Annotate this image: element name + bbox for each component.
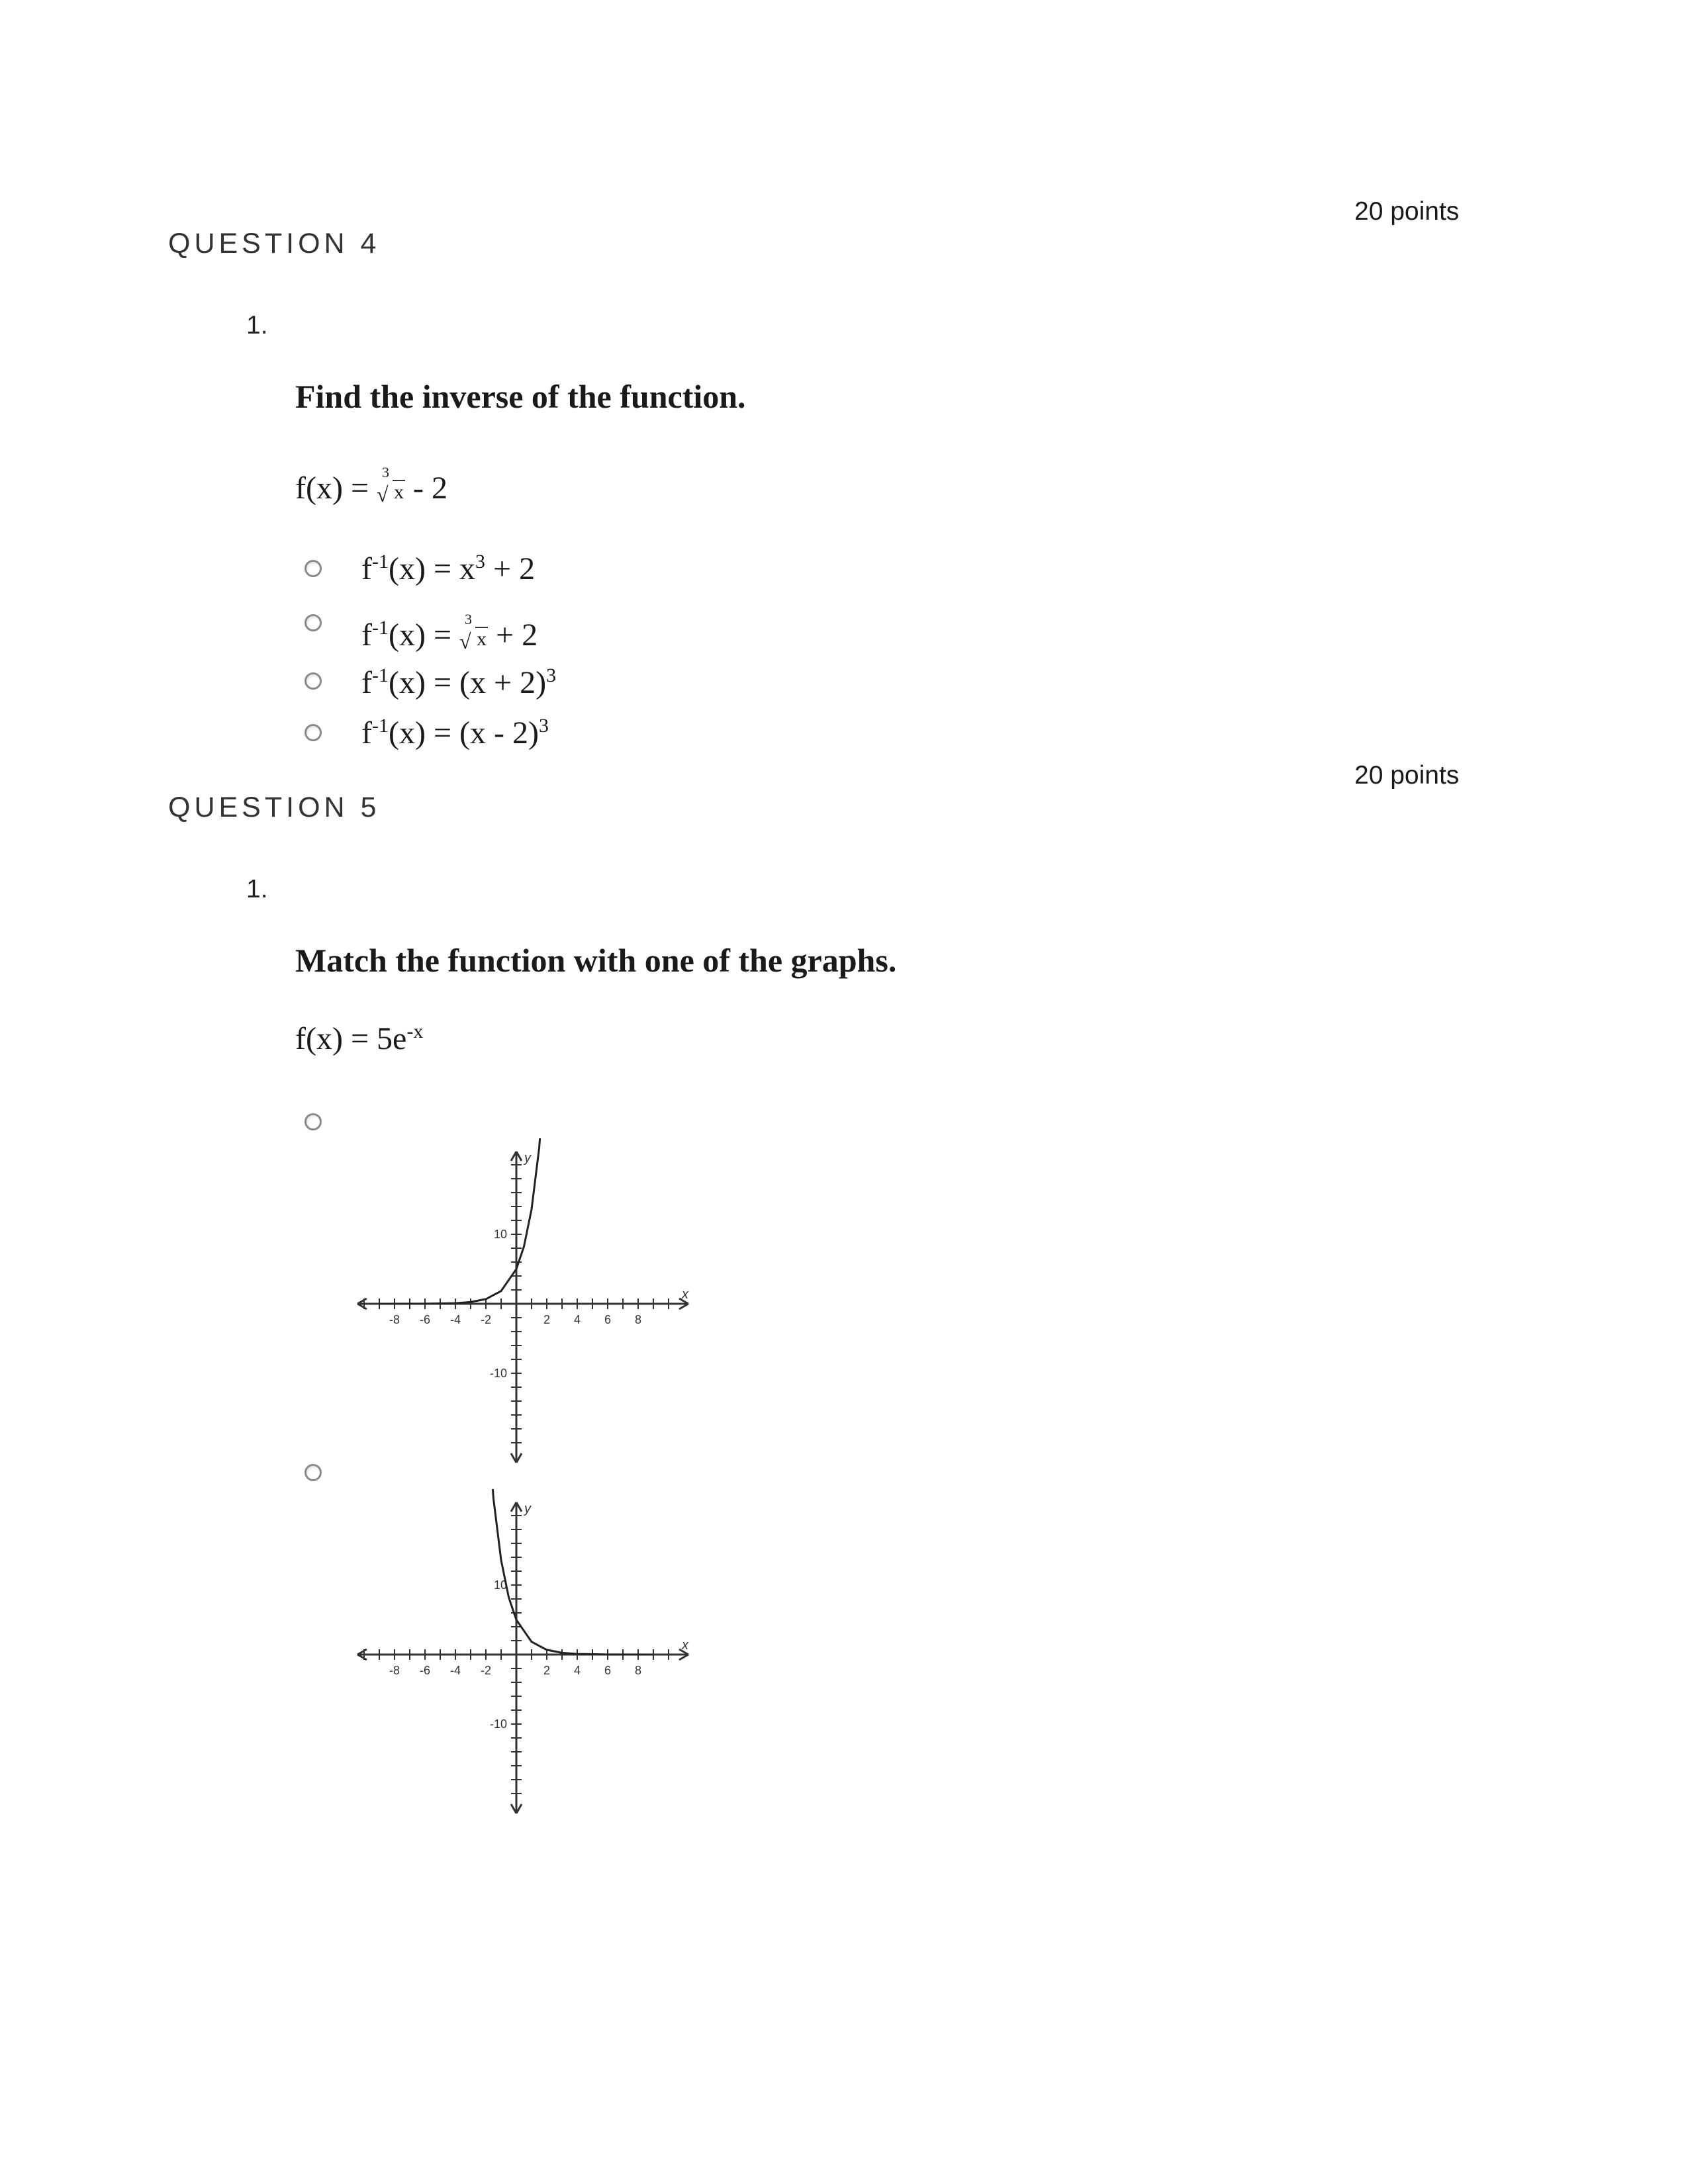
root-index: 3 (465, 611, 473, 627)
option-mid: (x) = (x + 2) (388, 665, 547, 700)
option-suffix: + 2 (485, 551, 536, 586)
x-tick-label: 6 (604, 1313, 612, 1326)
x-tick-label: 8 (634, 1313, 642, 1326)
option-d-label (361, 715, 549, 751)
option-mid: (x) = (x - 2) (388, 715, 539, 751)
function-lhs: f(x) = (295, 471, 377, 506)
x-tick-label: -2 (480, 1313, 492, 1326)
option-sup: -1 (371, 715, 389, 737)
question-5-heading: QUESTION 5 (168, 792, 381, 823)
graph-option-a (351, 1138, 695, 1469)
y-tick-label: 10 (493, 1578, 507, 1592)
function-rhs: - 2 (405, 471, 448, 506)
y-axis-label: y (524, 1151, 531, 1165)
option-prefix: f (361, 715, 372, 751)
x-tick-label: 4 (573, 1664, 581, 1677)
option-sup2: 3 (546, 664, 557, 686)
x-tick-label: -4 (449, 1313, 461, 1326)
root-radicand: x (477, 628, 487, 650)
question-4-heading: QUESTION 4 (168, 228, 381, 259)
question-5-function (295, 1021, 423, 1057)
graph-option-b-radio[interactable] (305, 1464, 322, 1481)
graph-option-a-radio[interactable] (305, 1113, 322, 1130)
y-tick-label: -10 (489, 1367, 507, 1380)
option-a-label (361, 551, 535, 587)
question-5-prompt: Match the function with one of the graphs. (295, 942, 897, 979)
option-sup2: 3 (475, 551, 486, 572)
question-5-item-number: 1. (246, 875, 268, 903)
cube-root (377, 464, 405, 506)
x-tick-label: -2 (480, 1664, 492, 1677)
cube-root (459, 611, 488, 653)
option-prefix: f (361, 551, 372, 586)
option-c-label (361, 664, 556, 701)
option-b-label (361, 611, 538, 653)
y-tick-label: 10 (493, 1228, 507, 1241)
y-tick-label: -10 (489, 1717, 507, 1731)
x-tick-label: 2 (543, 1664, 551, 1677)
x-tick-label: -8 (389, 1664, 400, 1677)
x-tick-label: -4 (449, 1664, 461, 1677)
x-axis-label: x (682, 1638, 688, 1653)
option-sup2: 3 (538, 715, 549, 737)
function-curve (477, 1489, 653, 1655)
x-tick-label: -8 (389, 1313, 400, 1326)
option-a-radio[interactable] (305, 560, 322, 577)
question-4-function (295, 464, 448, 506)
option-sup: -1 (371, 664, 389, 686)
radical-sign-icon: √ (377, 482, 389, 506)
option-suffix: + 2 (488, 617, 538, 653)
question-4-points: 20 points (1354, 197, 1460, 226)
y-axis-label: y (524, 1502, 531, 1516)
x-tick-label: 4 (573, 1313, 581, 1326)
root-radicand: x (394, 481, 404, 503)
option-sup: -1 (371, 551, 389, 572)
radical-sign-icon: √ (459, 629, 471, 653)
option-sup: -1 (371, 617, 389, 639)
question-4-item-number: 1. (246, 311, 268, 340)
x-tick-label: 2 (543, 1313, 551, 1326)
option-prefix: f (361, 617, 372, 653)
x-tick-label: 6 (604, 1664, 612, 1677)
root-index: 3 (382, 464, 390, 480)
question-4-prompt: Find the inverse of the function. (295, 378, 746, 415)
x-tick-label: 8 (634, 1664, 642, 1677)
option-mid: (x) = x (388, 551, 476, 586)
option-b-radio[interactable] (305, 614, 322, 631)
option-prefix: f (361, 665, 372, 700)
function-base: f(x) = 5e (295, 1021, 407, 1056)
option-d-radio[interactable] (305, 724, 322, 741)
function-exponent: -x (406, 1021, 424, 1042)
x-tick-label: -6 (419, 1313, 431, 1326)
x-axis-label: x (682, 1287, 688, 1302)
x-tick-label: -6 (419, 1664, 431, 1677)
question-5-points: 20 points (1354, 761, 1460, 790)
graph-option-b (351, 1489, 695, 1820)
option-mid: (x) = (388, 617, 460, 653)
option-c-radio[interactable] (305, 672, 322, 690)
